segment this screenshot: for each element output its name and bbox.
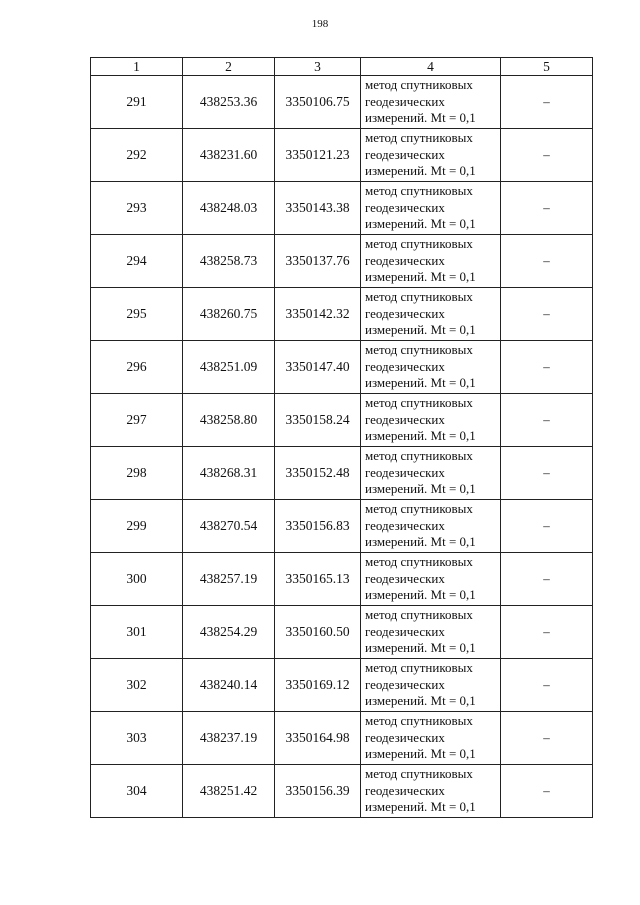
note-dash: –	[501, 288, 593, 341]
header-col-4: 4	[361, 58, 501, 76]
table-row	[91, 500, 593, 553]
coordinate-x: 438231.60	[183, 129, 275, 182]
method-line: измерений. Mt = 0,1	[365, 746, 476, 762]
method-line: измерений. Mt = 0,1	[365, 693, 476, 709]
note-dash: –	[501, 76, 593, 129]
method-line: измерений. Mt = 0,1	[365, 481, 476, 497]
method-description	[361, 341, 501, 394]
coordinate-y: 3350143.38	[275, 182, 361, 235]
point-number: 301	[91, 606, 183, 659]
header-col-3: 3	[275, 58, 361, 76]
method-line: геодезических	[365, 199, 445, 215]
table-row	[91, 553, 593, 606]
method-line: измерений. Mt = 0,1	[365, 640, 476, 656]
coordinate-x: 438237.19	[183, 712, 275, 765]
note-dash: –	[501, 182, 593, 235]
note-dash: –	[501, 765, 593, 818]
method-line: метод спутниковых	[365, 554, 473, 570]
method-line: геодезических	[365, 305, 445, 321]
method-description	[361, 129, 501, 182]
coordinate-y: 3350156.83	[275, 500, 361, 553]
coordinate-y: 3350137.76	[275, 235, 361, 288]
method-line: метод спутниковых	[365, 130, 473, 146]
method-description	[361, 235, 501, 288]
method-line: измерений. Mt = 0,1	[365, 799, 476, 815]
method-line: метод спутниковых	[365, 766, 473, 782]
point-number: 300	[91, 553, 183, 606]
coordinate-y: 3350147.40	[275, 341, 361, 394]
point-number: 293	[91, 182, 183, 235]
coordinate-x: 438268.31	[183, 447, 275, 500]
method-line: метод спутниковых	[365, 289, 473, 305]
method-line: метод спутниковых	[365, 448, 473, 464]
method-description	[361, 765, 501, 818]
method-line: метод спутниковых	[365, 236, 473, 252]
coordinates-table	[90, 57, 593, 818]
method-description	[361, 394, 501, 447]
method-line: геодезических	[365, 729, 445, 745]
point-number: 295	[91, 288, 183, 341]
method-line: метод спутниковых	[365, 342, 473, 358]
coordinate-x: 438258.80	[183, 394, 275, 447]
point-number: 298	[91, 447, 183, 500]
coordinate-y: 3350169.12	[275, 659, 361, 712]
coordinate-y: 3350165.13	[275, 553, 361, 606]
coordinate-y: 3350164.98	[275, 712, 361, 765]
method-line: измерений. Mt = 0,1	[365, 587, 476, 603]
table-row	[91, 447, 593, 500]
point-number: 304	[91, 765, 183, 818]
method-line: геодезических	[365, 676, 445, 692]
note-dash: –	[501, 129, 593, 182]
page-number: 198	[311, 18, 329, 30]
method-description	[361, 606, 501, 659]
table-row	[91, 76, 593, 129]
method-line: геодезических	[365, 570, 445, 586]
point-number: 297	[91, 394, 183, 447]
header-col-5: 5	[501, 58, 593, 76]
note-dash: –	[501, 553, 593, 606]
coordinate-x: 438251.42	[183, 765, 275, 818]
method-description	[361, 76, 501, 129]
coordinate-x: 438253.36	[183, 76, 275, 129]
table-row	[91, 394, 593, 447]
table-row	[91, 129, 593, 182]
coordinate-y: 3350160.50	[275, 606, 361, 659]
method-description	[361, 712, 501, 765]
method-line: измерений. Mt = 0,1	[365, 110, 476, 126]
method-line: измерений. Mt = 0,1	[365, 163, 476, 179]
note-dash: –	[501, 500, 593, 553]
table-row	[91, 288, 593, 341]
method-line: метод спутниковых	[365, 660, 473, 676]
method-line: метод спутниковых	[365, 77, 473, 93]
point-number: 303	[91, 712, 183, 765]
method-line: измерений. Mt = 0,1	[365, 216, 476, 232]
point-number: 292	[91, 129, 183, 182]
note-dash: –	[501, 659, 593, 712]
method-line: метод спутниковых	[365, 501, 473, 517]
coordinate-x: 438240.14	[183, 659, 275, 712]
note-dash: –	[501, 606, 593, 659]
coordinate-y: 3350121.23	[275, 129, 361, 182]
coordinate-x: 438260.75	[183, 288, 275, 341]
method-line: геодезических	[365, 464, 445, 480]
note-dash: –	[501, 712, 593, 765]
method-line: метод спутниковых	[365, 395, 473, 411]
table-row	[91, 765, 593, 818]
method-line: метод спутниковых	[365, 183, 473, 199]
method-description	[361, 500, 501, 553]
coordinate-y: 3350156.39	[275, 765, 361, 818]
coordinate-x: 438248.03	[183, 182, 275, 235]
method-line: метод спутниковых	[365, 607, 473, 623]
point-number: 299	[91, 500, 183, 553]
coordinate-y: 3350152.48	[275, 447, 361, 500]
table-body	[91, 76, 593, 818]
method-line: геодезических	[365, 146, 445, 162]
note-dash: –	[501, 341, 593, 394]
method-line: геодезических	[365, 411, 445, 427]
coordinate-x: 438254.29	[183, 606, 275, 659]
coordinate-y: 3350106.75	[275, 76, 361, 129]
header-col-1: 1	[91, 58, 183, 76]
method-description	[361, 182, 501, 235]
table-row	[91, 341, 593, 394]
table-row	[91, 235, 593, 288]
method-description	[361, 553, 501, 606]
coordinate-x: 438251.09	[183, 341, 275, 394]
point-number: 294	[91, 235, 183, 288]
note-dash: –	[501, 235, 593, 288]
method-line: измерений. Mt = 0,1	[365, 322, 476, 338]
table-header-row	[91, 58, 593, 76]
method-line: геодезических	[365, 782, 445, 798]
method-line: измерений. Mt = 0,1	[365, 269, 476, 285]
table-row	[91, 659, 593, 712]
coordinate-x: 438270.54	[183, 500, 275, 553]
method-description	[361, 659, 501, 712]
method-line: метод спутниковых	[365, 713, 473, 729]
method-line: геодезических	[365, 623, 445, 639]
note-dash: –	[501, 394, 593, 447]
method-line: геодезических	[365, 358, 445, 374]
note-dash: –	[501, 447, 593, 500]
method-line: геодезических	[365, 93, 445, 109]
method-line: измерений. Mt = 0,1	[365, 428, 476, 444]
coordinate-x: 438258.73	[183, 235, 275, 288]
table-row	[91, 606, 593, 659]
point-number: 296	[91, 341, 183, 394]
coordinate-y: 3350142.32	[275, 288, 361, 341]
method-description	[361, 447, 501, 500]
table-row	[91, 712, 593, 765]
header-col-2: 2	[183, 58, 275, 76]
point-number: 302	[91, 659, 183, 712]
method-line: измерений. Mt = 0,1	[365, 534, 476, 550]
method-line: геодезических	[365, 517, 445, 533]
coordinate-x: 438257.19	[183, 553, 275, 606]
method-line: геодезических	[365, 252, 445, 268]
table-row	[91, 182, 593, 235]
point-number: 291	[91, 76, 183, 129]
coordinate-y: 3350158.24	[275, 394, 361, 447]
method-description	[361, 288, 501, 341]
method-line: измерений. Mt = 0,1	[365, 375, 476, 391]
